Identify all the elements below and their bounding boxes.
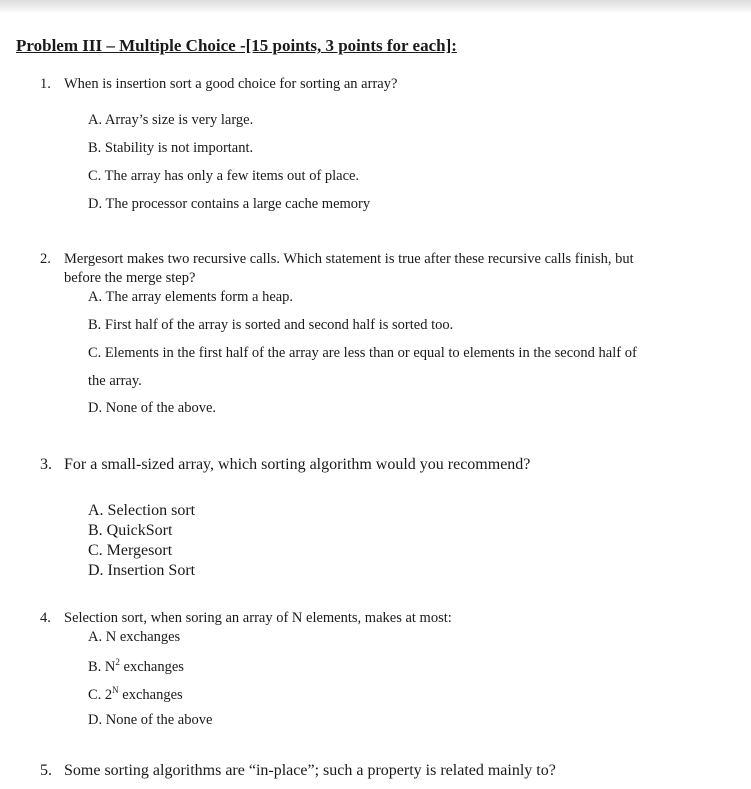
option-text: D. None of the above xyxy=(88,712,213,728)
option-d: D. The processor contains a large cache memory xyxy=(88,196,371,212)
option-b: B. QuickSort xyxy=(88,522,173,539)
question-text-line-1: Mergesort makes two recursive calls. Which statement is true after these recursive calls finish, but xyxy=(64,251,634,267)
question-number: 5. xyxy=(40,762,52,779)
question-text: When is insertion sort a good choice for sorting an array? xyxy=(64,76,398,92)
option-c xyxy=(88,685,183,704)
problem-title: Problem III – Multiple Choice -[15 points, 3 points for each]: xyxy=(16,36,457,55)
option-a xyxy=(88,629,180,646)
question-text: Some sorting algorithms are “in-place”; such a property is related mainly to? xyxy=(64,762,556,779)
option-b: B. First half of the array is sorted and second half is sorted too. xyxy=(88,317,454,333)
question-text: Selection sort, when soring an array of N elements, makes at most: xyxy=(64,610,452,626)
option-c: C. Elements in the first half of the array are less than or equal to elements in the second half of xyxy=(88,345,637,361)
question-number: 1. xyxy=(40,76,51,92)
option-text-suffix: exchanges xyxy=(118,686,183,703)
question-number: 4. xyxy=(40,610,51,626)
option-d: D. None of the above. xyxy=(88,400,217,416)
option-text: A. N exchanges xyxy=(88,629,181,645)
question-number: 3. xyxy=(40,456,52,473)
question-number: 2. xyxy=(40,251,51,267)
option-a: A. Selection sort xyxy=(88,502,196,519)
top-shadow xyxy=(0,0,751,14)
option-c: C. The array has only a few items out of place. xyxy=(88,168,360,184)
question-text: For a small-sized array, which sorting algorithm would you recommend? xyxy=(64,456,531,473)
option-text: B. N xyxy=(88,658,116,675)
option-b xyxy=(88,657,184,676)
option-superscript: 2 xyxy=(115,657,120,667)
option-a: A. The array elements form a heap. xyxy=(88,289,294,305)
option-c-continued: the array. xyxy=(88,373,142,389)
option-a: A. Array’s size is very large. xyxy=(88,112,254,128)
option-d xyxy=(88,712,212,729)
option-text: C. 2 xyxy=(88,686,113,703)
option-d: D. Insertion Sort xyxy=(88,562,196,579)
option-b: B. Stability is not important. xyxy=(88,140,254,156)
option-c: C. Mergesort xyxy=(88,542,173,559)
question-text-line-2: before the merge step? xyxy=(64,270,196,286)
option-superscript: N xyxy=(112,685,119,695)
option-text-suffix: exchanges xyxy=(119,658,184,675)
